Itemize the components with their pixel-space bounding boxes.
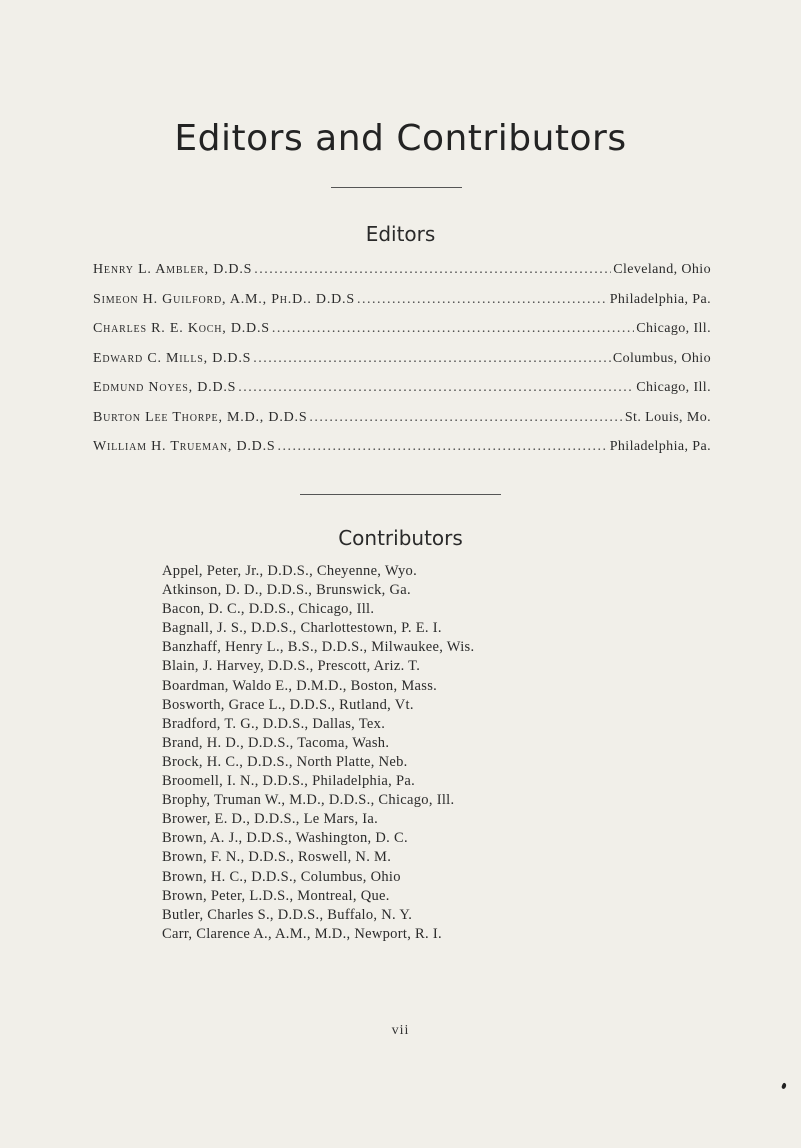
editor-place: Columbus, Ohio: [612, 350, 711, 366]
ink-speck: [781, 1082, 787, 1089]
dot-leader: [254, 262, 611, 278]
contributor-item: Boardman, Waldo E., D.M.D., Boston, Mass.: [162, 677, 438, 694]
contributor-item: Atkinson, D. D., D.D.S., Brunswick, Ga.: [162, 582, 411, 599]
contributor-item: Broomell, I. N., D.D.S., Philadelphia, Pa.: [162, 773, 416, 790]
contributor-item: Brand, H. D., D.D.S., Tacoma, Wash.: [162, 734, 390, 751]
editor-name: Burton Lee Thorpe, M.D., D.D.S: [93, 409, 308, 425]
editor-row: [93, 292, 711, 322]
editor-row: [93, 380, 711, 410]
editor-place: Chicago, Ill.: [636, 321, 711, 336]
contributor-item: Bacon, D. C., D.D.S., Chicago, Ill.: [162, 601, 375, 618]
divider-middle: [300, 494, 501, 495]
contributors-heading: Contributors: [338, 526, 463, 550]
contributor-item: Brophy, Truman W., M.D., D.D.S., Chicago, Ill.: [162, 792, 455, 809]
editor-name: Edmund Noyes, D.D.S: [93, 380, 237, 395]
contributor-item: Brower, E. D., D.D.S., Le Mars, Ia.: [162, 811, 379, 828]
contributors-list: [162, 562, 474, 944]
contributor-item: Carr, Clarence A., A.M., M.D., Newport, R. I.: [162, 925, 442, 942]
editors-heading: Editors: [365, 222, 436, 246]
contributor-item: Brown, F. N., D.D.S., Roswell, N. M.: [162, 849, 392, 866]
contributor-item: Brock, H. C., D.D.S., North Platte, Neb.: [162, 753, 408, 770]
contributor-item: Bradford, T. G., D.D.S., Dallas, Tex.: [162, 715, 386, 732]
editor-name: Edward C. Mills, D.D.S: [93, 350, 252, 366]
editor-name: Charles R. E. Koch, D.D.S: [93, 321, 270, 336]
contributor-item: Banzhaff, Henry L., B.S., D.D.S., Milwaukee, Wis.: [162, 639, 475, 656]
divider-top: [331, 187, 462, 188]
editor-name: Simeon H. Guilford, A.M., Ph.D.. D.D.S: [93, 291, 355, 307]
editor-row: [93, 262, 711, 292]
dot-leader: [272, 321, 634, 337]
contributor-item: Appel, Peter, Jr., D.D.S., Cheyenne, Wyo.: [162, 563, 418, 579]
contributor-item: Brown, A. J., D.D.S., Washington, D. C.: [162, 830, 408, 847]
editor-place: Philadelphia, Pa.: [609, 439, 711, 454]
contributor-item: Bagnall, J. S., D.D.S., Charlottestown, P. E. I.: [162, 620, 442, 637]
editor-row: [93, 321, 711, 351]
contributor-item: Bosworth, Grace L., D.D.S., Rutland, Vt.: [162, 696, 414, 713]
editor-place: Cleveland, Ohio: [613, 262, 711, 277]
editors-list: [93, 262, 711, 469]
contributor-item: Butler, Charles S., D.D.S., Buffalo, N. Y.: [162, 906, 413, 923]
editor-row: [93, 439, 711, 469]
editor-place: Philadelphia, Pa.: [609, 291, 711, 307]
editor-row: [93, 351, 711, 381]
dot-leader: [309, 410, 622, 426]
dot-leader: [277, 439, 607, 455]
page-number: vii: [391, 1023, 410, 1038]
contributor-item: Blain, J. Harvey, D.D.S., Prescott, Ariz. T.: [162, 658, 421, 675]
editor-place: St. Louis, Mo.: [624, 409, 711, 425]
editor-row: [93, 410, 711, 440]
page-title: Editors and Contributors: [174, 118, 627, 159]
editor-name: Henry L. Ambler, D.D.S: [93, 262, 253, 277]
contributor-item: Brown, H. C., D.D.S., Columbus, Ohio: [162, 868, 401, 885]
dot-leader: [357, 292, 608, 308]
contributor-item: Brown, Peter, L.D.S., Montreal, Que.: [162, 887, 390, 904]
editor-name: William H. Trueman, D.D.S: [93, 439, 276, 454]
dot-leader: [253, 351, 611, 367]
dot-leader: [238, 380, 634, 396]
editor-place: Chicago, Ill.: [636, 380, 711, 395]
